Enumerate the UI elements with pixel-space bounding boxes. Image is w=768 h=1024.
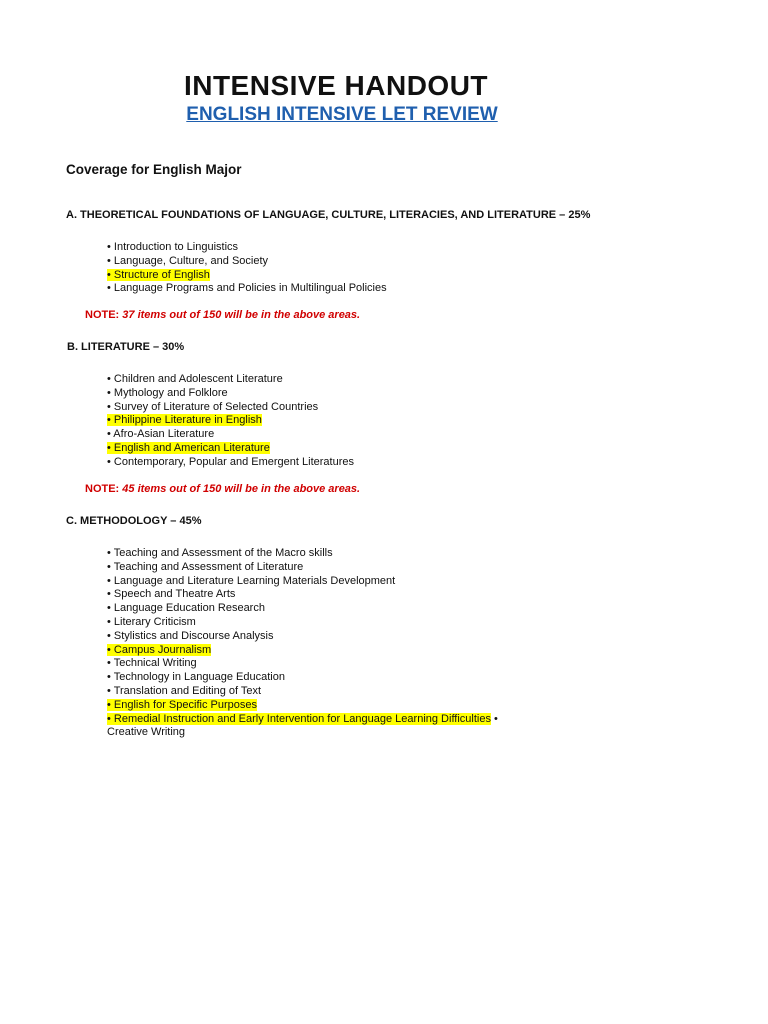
list-item: • Teaching and Assessment of the Macro skills	[107, 547, 333, 559]
list-item	[107, 699, 498, 713]
page-subtitle: ENGLISH INTENSIVE LET REVIEW	[186, 104, 498, 125]
list-item: • Children and Adolescent Literature	[107, 373, 283, 385]
section-heading-c: C. METHODOLOGY – 45%	[66, 515, 202, 527]
highlighted-text: • Philippine Literature in English	[107, 414, 262, 427]
note-text: 45 items out of 150 will be in the above areas.	[122, 483, 361, 495]
highlighted-text: • Campus Journalism	[107, 643, 212, 656]
list-item: • Contemporary, Popular and Emergent Literatures	[107, 455, 354, 468]
list-item: • Speech and Theatre Arts	[107, 588, 236, 601]
section-c-list	[107, 547, 498, 740]
note-label: NOTE:	[85, 309, 120, 321]
trailing-bullet: •	[490, 712, 498, 725]
list-item: • Survey of Literature of Selected Countries	[107, 400, 319, 413]
section-heading-b: B. LITERATURE – 30%	[67, 341, 185, 353]
section-a-list	[107, 241, 387, 296]
highlighted-text: • Structure of English	[107, 268, 210, 281]
list-item: • Translation and Editing of Text	[107, 684, 262, 697]
highlighted-text: • English and American Literature	[107, 441, 270, 454]
list-item: • Technology in Language Education	[107, 671, 285, 684]
list-item: • Introduction to Linguistics	[107, 241, 239, 253]
highlighted-text: • English for Specific Purposes	[107, 698, 257, 711]
page-title: INTENSIVE HANDOUT	[183, 70, 489, 101]
list-item: Creative Writing	[107, 726, 186, 739]
list-item: • Stylistics and Discourse Analysis	[107, 629, 274, 642]
list-item: • Teaching and Assessment of Literature	[107, 560, 304, 573]
list-item: • Language, Culture, and Society	[107, 254, 269, 267]
list-item: • Language Education Research	[107, 602, 265, 615]
list-item: • Language Programs and Policies in Multilingual Policies	[107, 282, 387, 295]
list-item: • Mythology and Folklore	[107, 386, 228, 399]
note-section-a	[85, 309, 360, 321]
note-text: 37 items out of 150 will be in the above areas.	[122, 309, 361, 321]
highlighted-text: • Remedial Instruction and Early Intervention for Language Learning Difficulties	[107, 712, 491, 725]
list-item	[107, 644, 498, 658]
list-item	[107, 442, 354, 456]
list-item	[107, 269, 387, 283]
note-label: NOTE:	[85, 483, 120, 495]
list-item: • Literary Criticism	[107, 615, 196, 628]
list-item: • Technical Writing	[107, 657, 197, 670]
list-item	[107, 713, 498, 727]
note-section-b	[85, 483, 360, 495]
list-item: • Language and Literature Learning Materials Development	[107, 574, 396, 587]
list-item	[107, 414, 354, 428]
coverage-heading: Coverage for English Major	[66, 162, 242, 177]
section-b-list	[107, 373, 354, 470]
list-item: • Afro-Asian Literature	[107, 428, 215, 441]
section-heading-a: A. THEORETICAL FOUNDATIONS OF LANGUAGE, CULTURE, LITERACIES, AND LITERATURE – 25%	[66, 209, 591, 221]
